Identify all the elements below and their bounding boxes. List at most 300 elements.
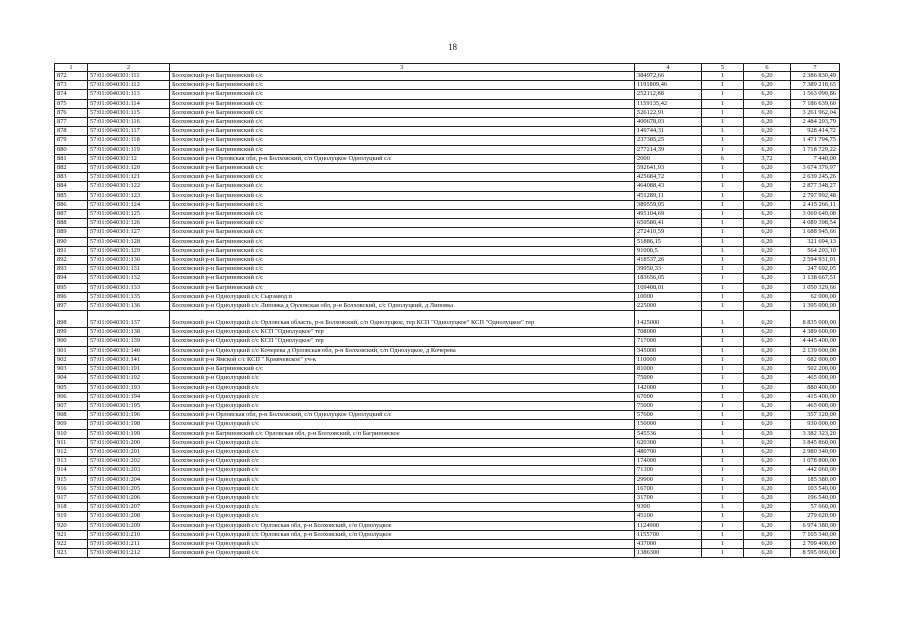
rate-cell: 6,20 — [744, 374, 791, 383]
row-number-cell: 896 — [55, 292, 88, 301]
location-cell: Болховский р-н Багриновский с/с — [170, 173, 635, 182]
table-row — [55, 401, 840, 410]
table-row — [55, 411, 840, 420]
cadastral-number-cell: 57:01:0040301:132 — [88, 274, 170, 283]
rate-cell: 6,20 — [744, 136, 791, 145]
row-number-cell: 906 — [55, 392, 88, 401]
area-cell: 592641,93 — [635, 164, 702, 173]
location-cell: Болховский р-н Багриновский с/с — [170, 200, 635, 209]
value-cell: 930 000,00 — [791, 420, 840, 429]
rate-cell: 6,20 — [744, 90, 791, 99]
cadastral-number-cell: 57:01:0040301:137 — [88, 311, 170, 328]
row-number-cell: 891 — [55, 246, 88, 255]
value-cell: 564 203,10 — [791, 246, 840, 255]
location-cell: Болховский р-н Однолуцкий с/с — [170, 549, 635, 558]
row-number-cell: 884 — [55, 182, 88, 191]
value-cell: 2 484 203,79 — [791, 118, 840, 127]
table-row — [55, 283, 840, 292]
count-cell: 1 — [702, 484, 744, 493]
value-cell: 3 382 323,20 — [791, 429, 840, 438]
location-cell: Болховский р-н Однолуцкий с/с Липовка д Орловская обл, р-н Болховский, с/с Однолуцкий, д Липовка — [170, 302, 635, 311]
count-cell: 1 — [702, 127, 744, 136]
area-cell: 75000 — [635, 374, 702, 383]
rate-cell: 6,20 — [744, 311, 791, 328]
area-cell: 1155700 — [635, 530, 702, 539]
row-number-cell: 900 — [55, 337, 88, 346]
cadastral-number-cell: 57:01:0040301:12 — [88, 154, 170, 163]
value-cell: 196 540,00 — [791, 493, 840, 502]
rate-cell: 6,20 — [744, 145, 791, 154]
row-number-cell: 905 — [55, 383, 88, 392]
table-row — [55, 503, 840, 512]
value-cell: 1 050 329,66 — [791, 283, 840, 292]
row-number-cell: 878 — [55, 127, 88, 136]
area-cell: 71300 — [635, 466, 702, 475]
rate-cell: 6,20 — [744, 81, 791, 90]
area-cell: 1386300 — [635, 549, 702, 558]
rate-cell: 6,20 — [744, 484, 791, 493]
count-cell: 1 — [702, 256, 744, 265]
row-number-cell: 916 — [55, 484, 88, 493]
column-header: 1 — [55, 64, 88, 72]
row-number-cell: 915 — [55, 475, 88, 484]
table-row — [55, 274, 840, 283]
area-cell: 495104,69 — [635, 210, 702, 219]
cadastral-number-cell: 57:01:0040301:127 — [88, 228, 170, 237]
row-number-cell: 922 — [55, 539, 88, 548]
table-row — [55, 374, 840, 383]
location-cell: Болховский р-н Багриновский с/с — [170, 182, 635, 191]
rate-cell: 6,20 — [744, 438, 791, 447]
area-cell: 717000 — [635, 337, 702, 346]
cadastral-number-cell: 57:01:0040301:123 — [88, 191, 170, 200]
area-cell: 345000 — [635, 346, 702, 355]
location-cell: Болховский р-н Однолуцкий с/с — [170, 374, 635, 383]
rate-cell: 6,20 — [744, 127, 791, 136]
count-cell: 1 — [702, 72, 744, 81]
count-cell: 1 — [702, 493, 744, 502]
row-number-cell: 917 — [55, 493, 88, 502]
row-number-cell: 886 — [55, 200, 88, 209]
row-number-cell: 883 — [55, 173, 88, 182]
location-cell: Болховский р-н Однолуцкий с/с Сырзавод п — [170, 292, 635, 301]
rate-cell: 6,20 — [744, 219, 791, 228]
location-cell: Болховский р-н Однолуцкий с/с — [170, 447, 635, 456]
count-cell: 1 — [702, 145, 744, 154]
location-cell: Болховский р-н Багриновский с/с — [170, 256, 635, 265]
location-cell: Болховский р-н Однолуцкий с/с Орловская обл, р-н Болховский, с/п Однолуцкое — [170, 521, 635, 530]
table-row — [55, 154, 840, 163]
cadastral-number-cell: 57:01:0040301:196 — [88, 411, 170, 420]
row-number-cell: 875 — [55, 99, 88, 108]
rate-cell: 6,20 — [744, 173, 791, 182]
area-cell: 237385,25 — [635, 136, 702, 145]
area-cell: 67000 — [635, 392, 702, 401]
page-number: 18 — [448, 42, 457, 52]
table-row — [55, 539, 840, 548]
count-cell: 1 — [702, 355, 744, 364]
rate-cell: 6,20 — [744, 283, 791, 292]
row-number-cell: 887 — [55, 210, 88, 219]
rate-cell: 6,20 — [744, 447, 791, 456]
rate-cell: 6,20 — [744, 118, 791, 127]
value-cell: 2 980 340,00 — [791, 447, 840, 456]
table-row — [55, 237, 840, 246]
cadastral-number-cell: 57:01:0040301:121 — [88, 173, 170, 182]
row-number-cell: 893 — [55, 265, 88, 274]
count-cell: 1 — [702, 265, 744, 274]
row-number-cell: 923 — [55, 549, 88, 558]
rate-cell: 6,20 — [744, 265, 791, 274]
cadastral-number-cell: 57:01:0040301:133 — [88, 283, 170, 292]
count-cell: 1 — [702, 118, 744, 127]
count-cell: 1 — [702, 219, 744, 228]
area-cell: 57600 — [635, 411, 702, 420]
area-cell: 1425000 — [635, 311, 702, 328]
cadastral-number-cell: 57:01:0040301:206 — [88, 493, 170, 502]
table-row — [55, 549, 840, 558]
area-cell: 400678,03 — [635, 118, 702, 127]
cadastral-number-cell: 57:01:0040301:192 — [88, 374, 170, 383]
count-cell: 1 — [702, 90, 744, 99]
value-cell: 1 563 099,86 — [791, 90, 840, 99]
area-cell: 1124900 — [635, 521, 702, 530]
row-number-cell: 919 — [55, 512, 88, 521]
area-cell: 110000 — [635, 355, 702, 364]
cadastral-number-cell: 57:01:0040301:116 — [88, 118, 170, 127]
cadastral-value-table — [54, 63, 840, 558]
location-cell: Болховский р-н Однолуцкий с/с — [170, 438, 635, 447]
cadastral-number-cell: 57:01:0040301:194 — [88, 392, 170, 401]
area-cell: 45100 — [635, 512, 702, 521]
cadastral-number-cell: 57:01:0040301:122 — [88, 182, 170, 191]
table-row — [55, 127, 840, 136]
area-cell: 425684,72 — [635, 173, 702, 182]
rate-cell: 6,20 — [744, 228, 791, 237]
location-cell: Болховский р-н Однолуцкий с/с Орловская обл, р-н Болховский, с/п Однолуцкое — [170, 530, 635, 539]
area-cell: 10000 — [635, 292, 702, 301]
rate-cell: 6,20 — [744, 328, 791, 337]
value-cell: 4 089 398,54 — [791, 219, 840, 228]
table-row — [55, 530, 840, 539]
value-cell: 4 389 600,00 — [791, 328, 840, 337]
location-cell: Болховский р-н Однолуцкий с/с Кочерева д Орловская обл, р-н Болховский, с/п Однолуцкое, д Кочерева — [170, 346, 635, 355]
location-cell: Болховский р-н Багриновский с/с — [170, 219, 635, 228]
column-number-header-row — [55, 64, 840, 72]
rate-cell: 6,20 — [744, 200, 791, 209]
count-cell: 1 — [702, 401, 744, 410]
value-cell: 3 674 379,97 — [791, 164, 840, 173]
table-row — [55, 219, 840, 228]
cadastral-number-cell: 57:01:0040301:208 — [88, 512, 170, 521]
row-number-cell: 908 — [55, 411, 88, 420]
area-cell: 169408,01 — [635, 283, 702, 292]
cadastral-number-cell: 57:01:0040301:125 — [88, 210, 170, 219]
cadastral-number-cell: 57:01:0040301:207 — [88, 503, 170, 512]
table-row — [55, 512, 840, 521]
rate-cell: 6,20 — [744, 530, 791, 539]
location-cell: Болховский р-н Однолуцкий с/с — [170, 457, 635, 466]
cadastral-number-cell: 57:01:0040301:126 — [88, 219, 170, 228]
cadastral-number-cell: 57:01:0040301:111 — [88, 72, 170, 81]
value-cell: 2 639 245,26 — [791, 173, 840, 182]
column-header: 2 — [88, 64, 170, 72]
row-number-cell: 920 — [55, 521, 88, 530]
value-cell: 6 974 380,00 — [791, 521, 840, 530]
location-cell: Болховский р-н Ямской с/с КСП " Кривчевское" уч-к — [170, 355, 635, 364]
value-cell: 928 414,72 — [791, 127, 840, 136]
value-cell: 62 000,00 — [791, 292, 840, 301]
count-cell: 1 — [702, 374, 744, 383]
location-cell: Болховский р-н Однолуцкий с/с — [170, 512, 635, 521]
count-cell: 1 — [702, 108, 744, 117]
table-row — [55, 466, 840, 475]
count-cell: 6 — [702, 154, 744, 163]
location-cell: Болховский р-н Багриновский с/с — [170, 90, 635, 99]
count-cell: 1 — [702, 311, 744, 328]
area-cell: 545536 — [635, 429, 702, 438]
value-cell: 3 069 649,08 — [791, 210, 840, 219]
rate-cell: 6,20 — [744, 256, 791, 265]
location-cell: Болховский р-н Багриновский с/с — [170, 237, 635, 246]
row-number-cell: 910 — [55, 429, 88, 438]
count-cell: 1 — [702, 173, 744, 182]
table-row — [55, 311, 840, 328]
value-cell: 682 000,00 — [791, 355, 840, 364]
location-cell: Болховский р-н Однолуцкий с/с — [170, 392, 635, 401]
value-cell: 1 138 667,51 — [791, 274, 840, 283]
location-cell: Болховский р-н Багриновский с/с — [170, 99, 635, 108]
cadastral-number-cell: 57:01:0040301:131 — [88, 265, 170, 274]
cadastral-number-cell: 57:01:0040301:128 — [88, 237, 170, 246]
area-cell: 1191809,46 — [635, 81, 702, 90]
area-cell: 51886,15 — [635, 237, 702, 246]
rate-cell: 6,20 — [744, 274, 791, 283]
row-number-cell: 918 — [55, 503, 88, 512]
row-number-cell: 899 — [55, 328, 88, 337]
table-row — [55, 136, 840, 145]
rate-cell: 6,20 — [744, 549, 791, 558]
row-number-cell: 898 — [55, 311, 88, 328]
location-cell: Болховский р-н Однолуцкий с/с — [170, 503, 635, 512]
table-row — [55, 90, 840, 99]
count-cell: 1 — [702, 81, 744, 90]
count-cell: 1 — [702, 365, 744, 374]
area-cell: 2000 — [635, 154, 702, 163]
count-cell: 1 — [702, 292, 744, 301]
area-cell: 277214,39 — [635, 145, 702, 154]
value-cell: 7 186 639,60 — [791, 99, 840, 108]
value-cell: 2 139 000,00 — [791, 346, 840, 355]
table-row — [55, 447, 840, 456]
rate-cell: 6,20 — [744, 466, 791, 475]
cadastral-number-cell: 57:01:0040301:139 — [88, 337, 170, 346]
rate-cell: 6,20 — [744, 383, 791, 392]
cadastral-number-cell: 57:01:0040301:209 — [88, 521, 170, 530]
table-row — [55, 521, 840, 530]
row-number-cell: 890 — [55, 237, 88, 246]
area-cell: 659580,41 — [635, 219, 702, 228]
rate-cell: 6,20 — [744, 182, 791, 191]
cadastral-number-cell: 57:01:0040301:198 — [88, 420, 170, 429]
table-row — [55, 328, 840, 337]
value-cell: 2 594 931,01 — [791, 256, 840, 265]
row-number-cell: 872 — [55, 72, 88, 81]
cadastral-number-cell: 57:01:0040301:201 — [88, 447, 170, 456]
row-number-cell: 909 — [55, 420, 88, 429]
row-number-cell: 911 — [55, 438, 88, 447]
column-header: 7 — [791, 64, 840, 72]
area-cell: 464088,43 — [635, 182, 702, 191]
location-cell: Болховский р-н Однолуцкий с/с — [170, 493, 635, 502]
location-cell: Болховский р-н Багриновский с/с — [170, 365, 635, 374]
area-cell: 384972,66 — [635, 72, 702, 81]
count-cell: 1 — [702, 283, 744, 292]
location-cell: Болховский р-н Однолуцкий с/с — [170, 475, 635, 484]
location-cell: Болховский р-н Однолуцкий с/с Орловская область, р-н Болховский, с/п Однолуцкое, тер КСП "Однолуцкое" КСП "Однолуцкое" тер — [170, 311, 635, 328]
row-number-cell: 913 — [55, 457, 88, 466]
count-cell: 1 — [702, 164, 744, 173]
location-cell: Болховский р-н Багриновский с/с — [170, 136, 635, 145]
cadastral-number-cell: 57:01:0040301:212 — [88, 549, 170, 558]
row-number-cell: 879 — [55, 136, 88, 145]
location-cell: Болховский р-н Багриновский с/с — [170, 108, 635, 117]
count-cell: 1 — [702, 457, 744, 466]
cadastral-number-cell: 57:01:0040301:141 — [88, 355, 170, 364]
rate-cell: 6,20 — [744, 493, 791, 502]
row-number-cell: 894 — [55, 274, 88, 283]
rate-cell: 6,20 — [744, 164, 791, 173]
value-cell: 1 688 945,66 — [791, 228, 840, 237]
area-cell: 16700 — [635, 484, 702, 493]
rate-cell: 6,20 — [744, 302, 791, 311]
location-cell: Болховский р-н Багриновский с/с — [170, 127, 635, 136]
rate-cell: 6,20 — [744, 401, 791, 410]
table-row — [55, 99, 840, 108]
row-number-cell: 885 — [55, 191, 88, 200]
table-row — [55, 292, 840, 301]
area-cell: 150000 — [635, 420, 702, 429]
row-number-cell: 921 — [55, 530, 88, 539]
value-cell: 321 694,13 — [791, 237, 840, 246]
rate-cell: 3,72 — [744, 154, 791, 163]
count-cell: 1 — [702, 392, 744, 401]
table-row — [55, 108, 840, 117]
location-cell: Болховский р-н Багриновский с/с — [170, 265, 635, 274]
area-cell: 149744,31 — [635, 127, 702, 136]
location-cell: Болховский р-н Орловская обл, р-н Болховский, с/п Однолуцкое Однолуцкий с/с — [170, 154, 635, 163]
cadastral-number-cell: 57:01:0040301:130 — [88, 256, 170, 265]
table-row — [55, 484, 840, 493]
area-cell: 174000 — [635, 457, 702, 466]
area-cell: 81000 — [635, 365, 702, 374]
row-number-cell: 902 — [55, 355, 88, 364]
location-cell: Болховский р-н Однолуцкий с/с — [170, 420, 635, 429]
count-cell: 1 — [702, 228, 744, 237]
value-cell: 7 440,00 — [791, 154, 840, 163]
location-cell: Болховский р-н Багриновский с/с — [170, 246, 635, 255]
table-row — [55, 475, 840, 484]
rate-cell: 6,20 — [744, 411, 791, 420]
table-row — [55, 72, 840, 81]
cadastral-number-cell: 57:01:0040301:191 — [88, 365, 170, 374]
count-cell: 1 — [702, 302, 744, 311]
cadastral-number-cell: 57:01:0040301:202 — [88, 457, 170, 466]
cadastral-number-cell: 57:01:0040301:138 — [88, 328, 170, 337]
location-cell: Болховский р-н Багриновский с/с — [170, 274, 635, 283]
table-row — [55, 200, 840, 209]
count-cell: 1 — [702, 438, 744, 447]
cadastral-number-cell: 57:01:0040301:114 — [88, 99, 170, 108]
area-cell: 526122,91 — [635, 108, 702, 117]
count-cell: 1 — [702, 136, 744, 145]
count-cell: 1 — [702, 383, 744, 392]
table-row — [55, 457, 840, 466]
row-number-cell: 901 — [55, 346, 88, 355]
cadastral-number-cell: 57:01:0040301:211 — [88, 539, 170, 548]
count-cell: 1 — [702, 539, 744, 548]
row-number-cell: 880 — [55, 145, 88, 154]
row-number-cell: 903 — [55, 365, 88, 374]
table-row — [55, 81, 840, 90]
count-cell: 1 — [702, 191, 744, 200]
cadastral-number-cell: 57:01:0040301:205 — [88, 484, 170, 493]
row-number-cell: 882 — [55, 164, 88, 173]
row-number-cell: 912 — [55, 447, 88, 456]
count-cell: 1 — [702, 503, 744, 512]
rate-cell: 6,20 — [744, 475, 791, 484]
cadastral-number-cell: 57:01:0040301:135 — [88, 292, 170, 301]
cadastral-number-cell: 57:01:0040301:118 — [88, 136, 170, 145]
value-cell: 1 718 729,22 — [791, 145, 840, 154]
rate-cell: 6,20 — [744, 191, 791, 200]
count-cell: 1 — [702, 246, 744, 255]
cadastral-number-cell: 57:01:0040301:117 — [88, 127, 170, 136]
location-cell: Болховский р-н Однолуцкий с/с — [170, 383, 635, 392]
rate-cell: 6,20 — [744, 503, 791, 512]
table-row — [55, 337, 840, 346]
area-cell: 9300 — [635, 503, 702, 512]
area-cell: 29900 — [635, 475, 702, 484]
area-cell: 31700 — [635, 493, 702, 502]
value-cell: 1 395 000,00 — [791, 302, 840, 311]
row-number-cell: 907 — [55, 401, 88, 410]
row-number-cell: 895 — [55, 283, 88, 292]
count-cell: 1 — [702, 466, 744, 475]
location-cell: Болховский р-н Багриновский с/с Орловская обл, р-н Болховский, с/п Багриновское — [170, 429, 635, 438]
cadastral-number-cell: 57:01:0040301:124 — [88, 200, 170, 209]
count-cell: 1 — [702, 274, 744, 283]
location-cell: Болховский р-н Багриновский с/с — [170, 283, 635, 292]
value-cell: 1 471 794,75 — [791, 136, 840, 145]
value-cell: 442 060,00 — [791, 466, 840, 475]
area-cell: 451289,11 — [635, 191, 702, 200]
cadastral-number-cell: 57:01:0040301:210 — [88, 530, 170, 539]
value-cell: 465 000,00 — [791, 401, 840, 410]
rate-cell: 6,20 — [744, 365, 791, 374]
column-header: 3 — [170, 64, 635, 72]
rate-cell: 6,20 — [744, 210, 791, 219]
value-cell: 3 261 962,04 — [791, 108, 840, 117]
location-cell: Болховский р-н Однолуцкий с/с — [170, 401, 635, 410]
rate-cell: 6,20 — [744, 512, 791, 521]
value-cell: 880 400,00 — [791, 383, 840, 392]
location-cell: Болховский р-н Однолуцкий с/с КСП "Однолуцкое" тер — [170, 337, 635, 346]
location-cell: Болховский р-н Багриновский с/с — [170, 81, 635, 90]
rate-cell: 6,20 — [744, 99, 791, 108]
count-cell: 1 — [702, 521, 744, 530]
cadastral-number-cell: 57:01:0040301:200 — [88, 438, 170, 447]
